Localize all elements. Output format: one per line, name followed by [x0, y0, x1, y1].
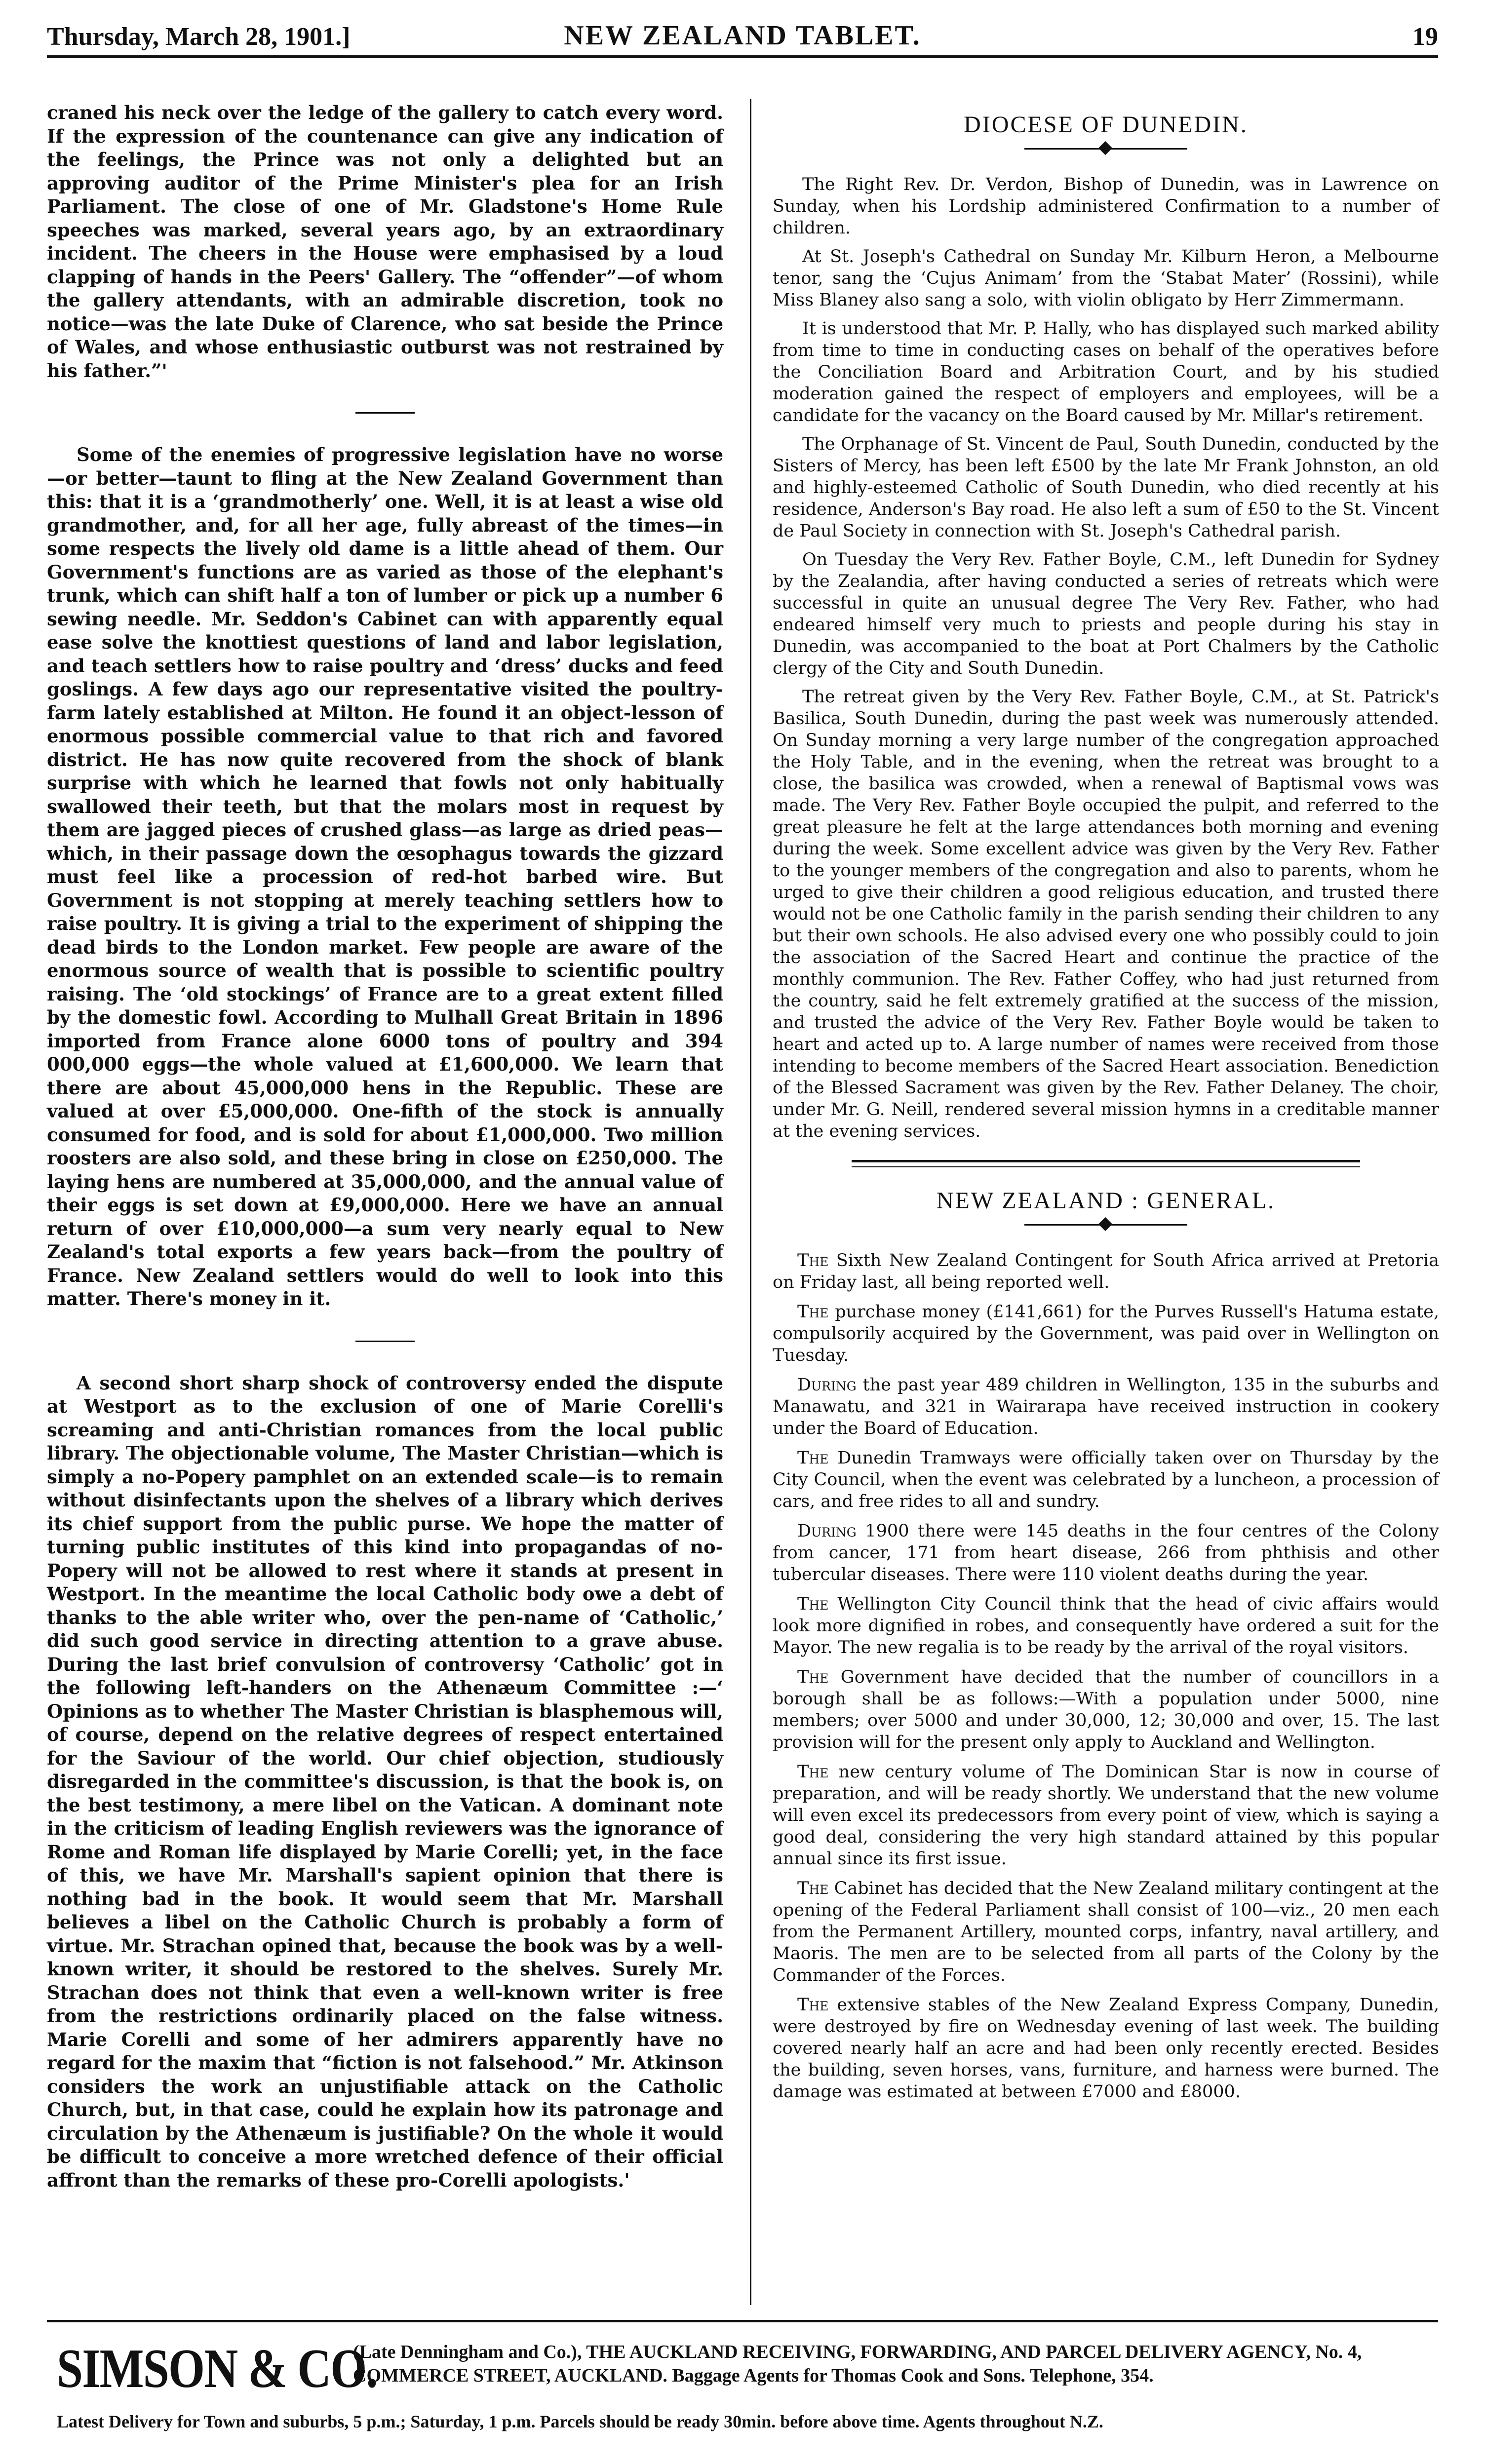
general-news-list: [773, 1250, 1439, 2103]
advertisement-text: (Late Denningham and Co.), THE AUCKLAND RECEIVING, FORWARDING, AND PARCEL DELIVERY AGENCY, No. 4, COMMERCE STREET, AUCKLAND. Baggage Agents for Thomas Cook and Sons. Telephone, 354.: [353, 2342, 1362, 2386]
news-item: The Wellington City Council think that the head of civic affairs would look more dignified in robes, and consequently have ordered a suit for the Mayor. The new regalia is to be ready by the arrival of the royal visitors.: [773, 1594, 1439, 1657]
issue-date: Thursday, March 28, 1901.]: [47, 23, 351, 51]
ornament-divider: [1024, 1219, 1187, 1230]
article-paragraph: Some of the enemies of progressive legislation have no worse—or better—taunt to fling at the New Zealand Government than this: that it is a ‘grandmotherly’ one. Well, it is at least a wise old grandmother, and, for all her age, fully abreast of the times—in some respects the lively old dame is a little ahead of them. Our Government's functions are as varied as those of the elephant's trunk, which can shift half a ton of lumber or pick up a number 6 sewing needle. Mr. Seddon's Cabinet can with apparently equal ease solve the knottiest questions of land and labor legislation, and teach settlers how to raise poultry and ‘dress’ ducks and feed goslings. A few days ago our representative visited the poultry-farm lately established at Milton. He found it an object-lesson of enormous possible commercial value to that rich and favored district. He has now quite recovered from the shock of blank surprise with which he learned that fowls not only habitually swallowed their teeth, but that the molars most in request by them are jagged pieces of crushed glass—as large as dried peas—which, in their passage down the œsophagus towards the gizzard must feel like a procession of red-hot barbed wire. But Government is not stopping at merely teaching settlers how to raise poultry. It is giving a trial to the experiment of shipping the dead birds to the London market. Few people are aware of the enormous source of wealth that is possible to scientific poultry raising. The ‘old stockings’ of France are to a great extent filled by the domestic fowl. According to Mulhall Great Britain in 1896 imported from France alone 6000 tons of poultry and 394 000,000 eggs—the whole valued at £1,600,000. We learn that there are about 45,000,000 hens in the Republic. These are valued at over £5,000,000. One-fifth of the stock is annually consumed for food, and is sold for about £1,000,000. Two million roosters are also sold, and these bring in close on £250,000. The laying hens are numbered at 35,000,000, and the annual value of their eggs is set down at £9,000,000. Here we have an annual return of over £10,000,000—a sum very nearly equal to New Zealand's total exports a few years back—from the poultry of France. New Zealand settlers would do well to look into this matter. There's money in it.: [47, 444, 723, 1309]
news-item: The extensive stables of the New Zealand Express Company, Dunedin, were destroyed by fire on Wednesday evening of last week. The building covered nearly half an acre and had been only recently erected. Besides the building, seven horses, vans, furniture, and harness were burned. The damage was estimated at between £7000 and £8000.: [773, 1995, 1439, 2102]
general-heading: NEW ZEALAND : GENERAL.: [936, 1188, 1276, 1214]
advertiser-brand: SIMSON & CO.: [57, 2338, 377, 2399]
news-paragraph: At St. Joseph's Cathedral on Sunday Mr. Kilburn Heron, a Melbourne tenor, sang the ‘Cujus Animam’ from the ‘Stabat Mater’ (Rossini), while Miss Blaney also sang a solo, with violin obligato by Herr Zimmermann.: [773, 247, 1439, 310]
news-item: The Dunedin Tramways were officially taken over on Thursday by the City Council, when the event was celebrated by a luncheon, a procession of cars, and free rides to all and sundry.: [773, 1448, 1439, 1511]
news-paragraph: It is understood that Mr. P. Hally, who has displayed such marked ability from time to time in conducting cases on behalf of the operatives before the Conciliation Board and Arbitration Court, and by his studied moderation gained the respect of employers and employees, will be a candidate for the vacancy on the Board caused by Mr. Millar's retirement.: [773, 319, 1439, 425]
news-item: The Government have decided that the number of councillors in a borough shall be as follows:—With a population under 5000, nine members; over 5000 and under 30,000, 12; 30,000 and over, 15. The last provision will for the present only apply to Auckland and Wellington.: [773, 1667, 1439, 1752]
news-item: During 1900 there were 145 deaths in the four centres of the Colony from cancer, 171 from heart disease, 266 from phthisis and other tubercular diseases. There were 110 violent deaths during the year.: [773, 1521, 1439, 1584]
news-item: The purchase money (£141,661) for the Purves Russell's Hatuma estate, compulsorily acquired by the Government, was paid over in Wellington on Tuesday.: [773, 1302, 1439, 1365]
news-item: The new century volume of The Dominican Star is now in course of preparation, and will be ready shortly. We understand that the new volume will even excel its predecessors from every point of view, which is saying a good deal, considering the very high standard attained by this popular annual since its first issue.: [773, 1762, 1439, 1869]
news-paragraph: The retreat given by the Very Rev. Father Boyle, C.M., at St. Patrick's Basilica, South Dunedin, during the past week was numerously attended. On Sunday morning a very large number of the congregation approached the Holy Table, and in the evening, when the retreat was brought to a close, the basilica was crowded, when a renewal of Baptismal vows was made. The Very Rev. Father Boyle occupied the pulpit, and referred to the great pleasure he felt at the large attendances both morning and evening during the week. Some excellent advice was given by the Very Rev. Father to the younger members of the congregation and also to parents, whom he urged to give their children a good religious education, and trusted there would not be one Catholic family in the parish sending their children to any but their own schools. He also advised every one who possibly could to join the association of the Sacred Heart and continue the practice of the monthly communion. The Rev. Father Coffey, who had just returned from the country, said he felt extremely gratified at the success of the mission, and trusted the advice of the Very Rev. Father Boyle would be taken to heart and acted up to. A large number of names were received from those intending to become members of the Sacred Heart association. Benediction of the Blessed Sacrament was given by the Rev. Father Delaney. The choir, under Mr. G. Neill, rendered several mission hymns in a creditable manner at the evening services.: [773, 687, 1439, 1141]
column-divider: [750, 99, 751, 2305]
ornament-divider: [1024, 143, 1187, 154]
page-number: 19: [1412, 23, 1438, 51]
section-divider: [355, 1341, 415, 1342]
news-item: The Cabinet has decided that the New Zealand military contingent at the opening of the Federal Parliament shall consist of 100—viz., 20 men each from the Permanent Artillery, mounted corps, infantry, naval artillery, and Maoris. The men are to be selected from all parts of the Colony by the Commander of the Forces.: [773, 1879, 1439, 1985]
news-paragraph: The Orphanage of St. Vincent de Paul, South Dunedin, conducted by the Sisters of Mercy, has been left £500 by the late Mr Frank Johnston, an old and highly-esteemed Catholic of South Dunedin, who died recently at his residence, Anderson's Bay road. He also left a sum of £50 to the St. Vincent de Paul Society in connection with St. Joseph's Cathedral parish.: [773, 434, 1439, 541]
right-column: [773, 101, 1439, 2111]
dunedin-heading: DIOCESE OF DUNEDIN.: [964, 112, 1248, 138]
section-divider: [355, 412, 415, 414]
advertisement-footer: [47, 2320, 1438, 2441]
double-rule: [852, 1160, 1360, 1167]
article-paragraph: craned his neck over the ledge of the gallery to catch every word. If the expression of the countenance can give any indication of the feelings, the Prince was not only a delighted but an approving auditor of the Prime Minister's plea for an Irish Parliament. The close of one of Mr. Gladstone's Home Rule speeches was marked, several years ago, by an extraordinary incident. The cheers in the House were emphasised by a loud clapping of hands in the Peers' Gallery. The “offender”—of whom the gallery attendants, with an admirable discretion, took no notice—was the late Duke of Clarence, who sat beside the Prince of Wales, and whose enthusiastic outburst was not restrained by his father.”': [47, 102, 723, 382]
advertisement-delivery-line: Latest Delivery for Town and suburbs, 5 p.m.; Saturday, 1 p.m. Parcels should be ready 30min. before above time. Agents throughout N.Z.: [57, 2412, 1103, 2431]
news-paragraph: On Tuesday the Very Rev. Father Boyle, C.M., left Dunedin for Sydney by the Zealandia, after having conducted a series of retreats which were successful in quite an unusual degree The Very Rev. Father, who had endeared himself very much to priests and people during his stay in Dunedin, was accompanied to the boat at Port Chalmers by the Catholic clergy of the City and South Dunedin.: [773, 550, 1439, 678]
article-paragraph: A second short sharp shock of controversy ended the dispute at Westport as to the exclusion of one of Marie Corelli's screaming and anti-Christian romances from the local public library. The objectionable volume, The Master Christian—which is simply a no-Popery pamphlet on an extended scale—is to remain without disinfectants upon the shelves of a library which derives its chief support from the public purse. We hope the matter of turning public institutes of this kind into propagandas of no-Popery will not be allowed to rest where it stands at present in Westport. In the meantime the local Catholic body owe a debt of thanks to the able writer who, over the pen-name of ‘Catholic,’ did such good service in directing attention to a grave abuse. During the last brief convulsion of controversy ‘Catholic’ got in the following left-handers on the Athenæum Committee :—‘ Opinions as to whether The Master Christian is blasphemous will, of course, depend on the relative degrees of respect entertained for the Saviour of the world. Our chief objection, studiously disregarded in the committee's discussion, is that the book is, on the best testimony, a mere libel on the Vatican. A dominant note in the criticism of leading English reviewers was the ignorance of Rome and Roman life displayed by Marie Corelli; yet, in the face of this, we have Mr. Marshall's sapient opinion that there is nothing bad in the book. It would seem that Mr. Marshall believes a libel on the Catholic Church is probably a form of virtue. Mr. Strachan opined that, because the book was by a well-known writer, it should be restored to the shelves. Surely Mr. Strachan does not think that even a well-known writer is free from the restrictions ordinarily placed on the false witness. Marie Corelli and some of her admirers apparently have no regard for the maxim that “fiction is not falsehood.” Mr. Atkinson considers the work an unjustifiable attack on the Catholic Church, but, in that case, could he explain how its patronage and circulation by the Athenæum is justifiable? On the whole it would be difficult to conceive a more wretched defence of their official affront than the remarks of these pro-Corelli apologists.': [47, 1372, 723, 2191]
news-item: During the past year 489 children in Wellington, 135 in the suburbs and Manawatu, and 321 in Wairarapa have received instruction in cookery under the Board of Education.: [773, 1375, 1439, 1438]
news-item: The Sixth New Zealand Contingent for South Africa arrived at Pretoria on Friday last, all being reported well.: [773, 1251, 1439, 1292]
news-paragraph: The Right Rev. Dr. Verdon, Bishop of Dunedin, was in Lawrence on Sunday, when his Lordship administered Confirmation to a number of children.: [773, 175, 1439, 238]
left-column: [47, 101, 723, 2199]
page-header: [47, 11, 1438, 58]
publication-title: NEW ZEALAND TABLET.: [564, 20, 921, 51]
